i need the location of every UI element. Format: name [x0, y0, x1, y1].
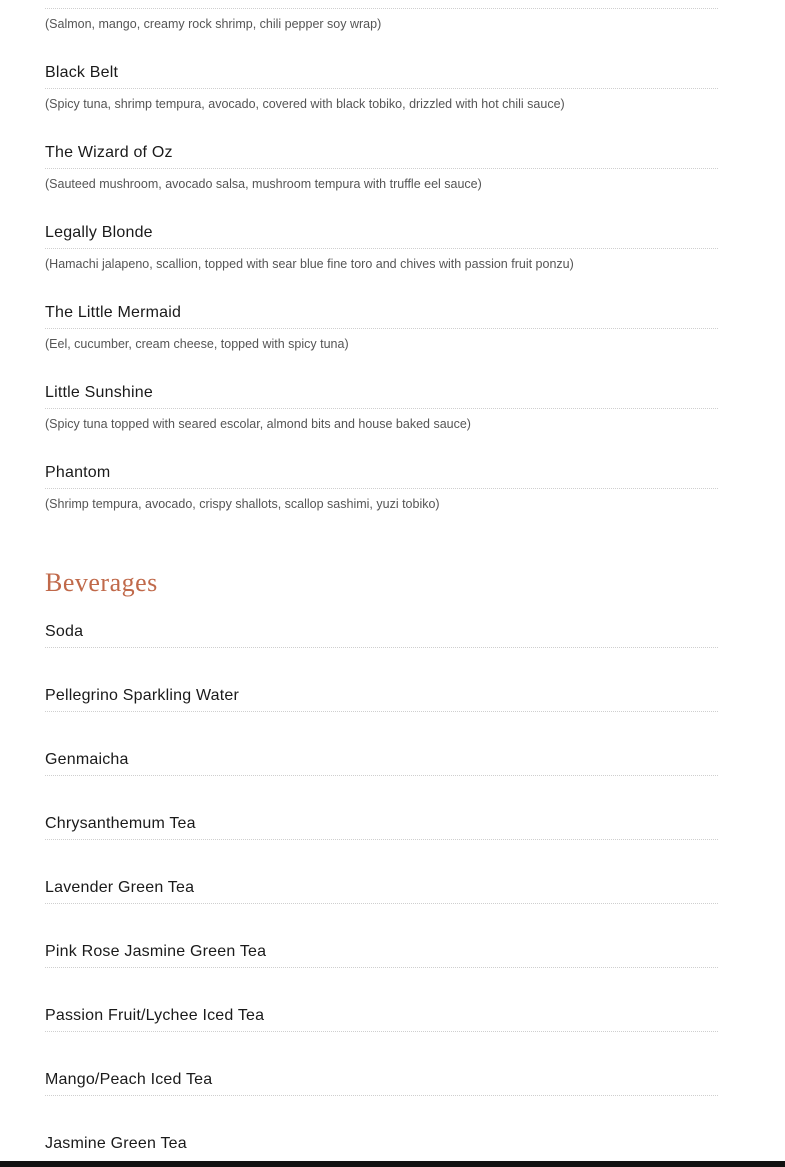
- menu-item-description: (Salmon, mango, creamy rock shrimp, chili pepper soy wrap): [45, 17, 382, 31]
- beverage-name: Mango/Peach Iced Tea: [45, 1071, 213, 1088]
- menu-item-divider: [45, 88, 718, 89]
- beverage-name: Passion Fruit/Lychee Iced Tea: [45, 1007, 265, 1024]
- beverage-divider: [45, 711, 718, 712]
- menu-item-name: Legally Blonde: [45, 224, 153, 241]
- menu-item-divider: [45, 488, 718, 489]
- page-bottom-bar: [0, 1161, 785, 1167]
- menu-item-description: (Hamachi jalapeno, scallion, topped with sear blue fine toro and chives with passion fruit ponzu): [45, 257, 574, 271]
- menu-item-divider: [45, 168, 718, 169]
- beverage-divider: [45, 1031, 718, 1032]
- beverage-item-soda: [45, 622, 718, 686]
- beverage-item-lavender-green-tea: [45, 878, 718, 942]
- beverage-name: Jasmine Green Tea: [45, 1135, 187, 1152]
- beverage-divider: [45, 775, 718, 776]
- menu-item-name: The Wizard of Oz: [45, 144, 173, 161]
- section-heading-beverages: Beverages: [45, 568, 158, 597]
- beverage-name: Pink Rose Jasmine Green Tea: [45, 943, 267, 960]
- beverage-name: Genmaicha: [45, 751, 129, 768]
- menu-item-name: Black Belt: [45, 64, 119, 81]
- menu-item-description: (Eel, cucumber, cream cheese, topped with spicy tuna): [45, 337, 349, 351]
- beverage-name: Pellegrino Sparkling Water: [45, 687, 240, 704]
- menu-item-description: (Spicy tuna topped with seared escolar, almond bits and house baked sauce): [45, 417, 471, 431]
- beverage-item-pellegrino: [45, 686, 718, 750]
- menu-item-name: Phantom: [45, 464, 111, 481]
- menu-item-description: (Sauteed mushroom, avocado salsa, mushroom tempura with truffle eel sauce): [45, 177, 482, 191]
- menu-item-description: (Shrimp tempura, avocado, crispy shallots, scallop sashimi, yuzi tobiko): [45, 497, 440, 511]
- beverage-name: Soda: [45, 623, 84, 640]
- beverage-item-chrysanthemum-tea: [45, 814, 718, 878]
- beverage-divider: [45, 1095, 718, 1096]
- beverage-divider: [45, 647, 718, 648]
- beverage-item-pink-rose-jasmine: [45, 942, 718, 1006]
- menu-item-divider: [45, 8, 718, 9]
- menu-item-divider: [45, 248, 718, 249]
- beverage-divider: [45, 903, 718, 904]
- beverage-divider: [45, 839, 718, 840]
- beverage-item-passion-fruit-lychee: [45, 1006, 718, 1070]
- beverage-item-mango-peach: [45, 1070, 718, 1134]
- beverage-item-genmaicha: [45, 750, 718, 814]
- menu-item-name: The Little Mermaid: [45, 304, 182, 321]
- beverage-divider: [45, 967, 718, 968]
- menu-item-name: Little Sunshine: [45, 384, 153, 401]
- menu-item-divider: [45, 328, 718, 329]
- menu-item-description: (Spicy tuna, shrimp tempura, avocado, covered with black tobiko, drizzled with hot chili sauce): [45, 97, 565, 111]
- beverage-name: Chrysanthemum Tea: [45, 815, 196, 832]
- menu-item-divider: [45, 408, 718, 409]
- beverage-name: Lavender Green Tea: [45, 879, 195, 896]
- beverage-item-jasmine-green-tea: [45, 1134, 718, 1158]
